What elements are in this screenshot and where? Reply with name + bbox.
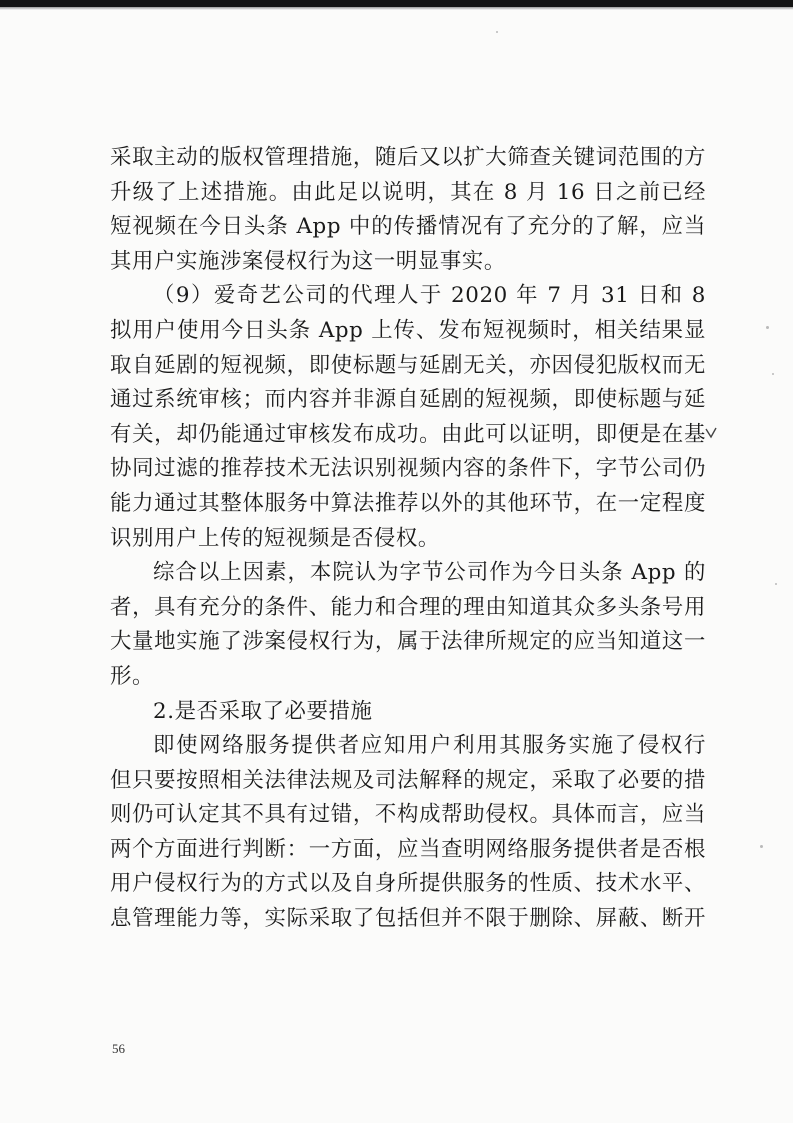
text-line: 有关，却仍能通过审核发布成功。由此可以证明，即便是在基 [110,421,706,447]
text-line: 用户侵权行为的方式以及自身所提供服务的性质、技术水平、 [110,871,706,897]
text-line: 息管理能力等，实际采取了包括但并不限于删除、屏蔽、断开 [110,906,706,932]
text-line: 协同过滤的推荐技术无法识别视频内容的条件下，字节公司仍 [110,456,706,482]
pen-tick-mark-icon [704,426,718,440]
text-line: 升级了上述措施。由此足以说明，其在 8 月 16 日之前已经 [110,179,706,205]
text-line: 其用户实施涉案侵权行为这一明显事实。 [110,248,506,274]
text-line: 形。 [110,663,154,689]
text-line: 综合以上因素，本院认为字节公司作为今日头条 App 的 [153,560,706,586]
page-number: 56 [112,1041,125,1056]
text-line: 大量地实施了涉案侵权行为，属于法律所规定的应当知道这一 [110,629,706,655]
document-body [110,141,706,937]
section-heading: 2.是否采取了必要措施 [153,698,373,724]
text-line: 识别用户上传的短视频是否侵权。 [110,525,440,551]
text-line: 通过系统审核；而内容并非源自延剧的短视频，即使标题与延 [110,387,706,413]
text-line: 但只要按照相关法律法规及司法解释的规定，采取了必要的措 [110,767,706,793]
scan-speck [775,583,777,585]
scan-speck [766,326,769,329]
text-line: 者，具有充分的条件、能力和合理的理由知道其众多头条号用 [110,594,706,620]
text-line: 能力通过其整体服务中算法推荐以外的其他环节，在一定程度 [110,490,706,516]
text-line: （9）爱奇艺公司的代理人于 2020 年 7 月 31 日和 8 [153,283,706,309]
text-line: 即使网络服务提供者应知用户利用其服务实施了侵权行 [153,733,706,759]
scan-speck [772,373,774,375]
scan-speck [760,845,763,848]
text-line: 拟用户使用今日头条 App 上传、发布短视频时，相关结果显 [110,317,706,343]
text-line: 两个方面进行判断：一方面，应当查明网络服务提供者是否根 [110,836,706,862]
text-line: 采取主动的版权管理措施，随后又以扩大筛查关键词范围的方 [110,145,706,170]
text-line: 则仍可认定其不具有过错，不构成帮助侵权。具体而言，应当 [110,802,706,828]
text-line: 取自延剧的短视频，即使标题与延剧无关，亦因侵犯版权而无 [110,352,706,378]
text-line: 短视频在今日头条 App 中的传播情况有了充分的了解，应当 [110,214,706,240]
scan-speck [496,31,498,33]
scan-edge-shadow [0,7,793,10]
scan-top-edge [0,0,793,7]
